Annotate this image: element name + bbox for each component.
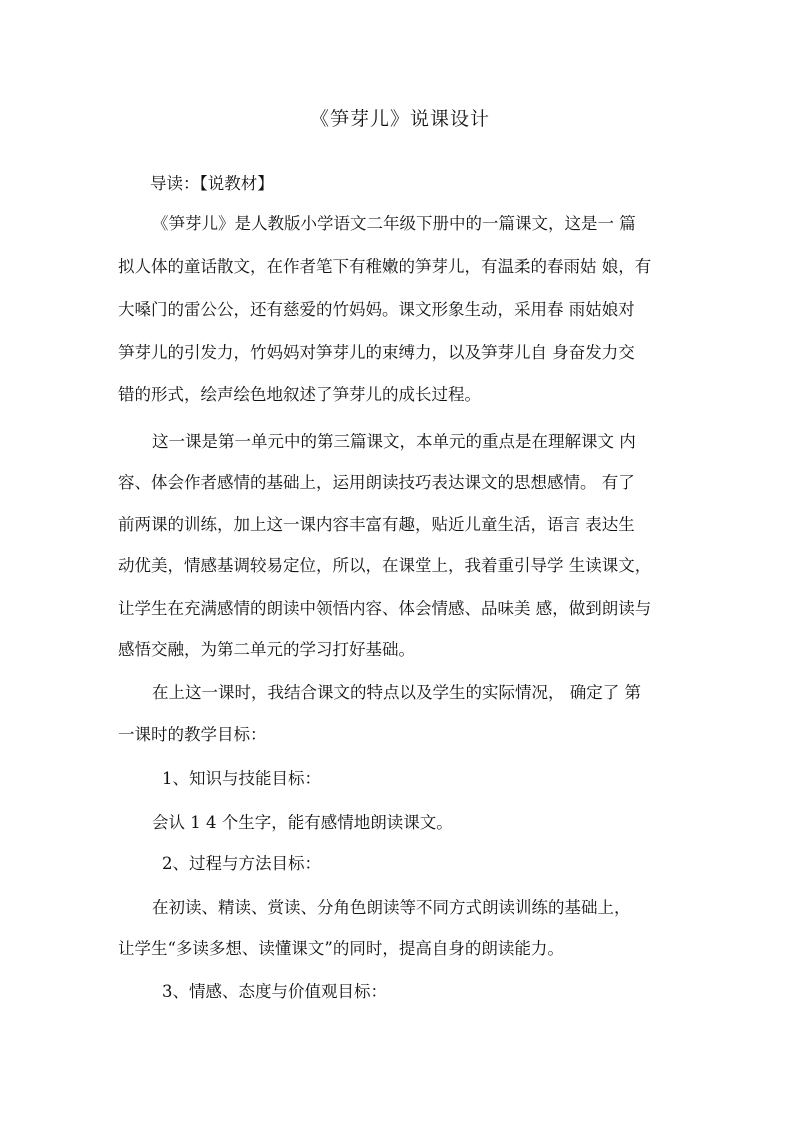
text-line: 《笋芽儿》是人教版小学语文二年级下册中的一篇课文，这是一 篇 bbox=[152, 214, 636, 233]
text-line: 这一课是第一单元中的第三篇课文，本单元的重点是在理解课文 内 bbox=[152, 432, 636, 451]
text-line: 一课时的教学目标： bbox=[118, 725, 267, 744]
text-line: 让学生“多读多想、读懂课文”的同时，提高自身的朗读能力。 bbox=[118, 939, 564, 958]
text-line: 动优美，情感基调较易定位，所以，在课堂上，我着重引导学 生读课文， bbox=[118, 556, 652, 575]
text-line: 拟人体的童话散文，在作者笔下有稚嫩的笋芽儿，有温柔的春雨姑 娘，有 bbox=[118, 257, 652, 276]
page-title: 《笋芽儿》说课设计 bbox=[309, 108, 490, 130]
intro-line: 导读：【说教材】 bbox=[150, 174, 274, 193]
text-line: 错的形式，绘声绘色地叙述了笋芽儿的成长过程。 bbox=[118, 385, 481, 404]
text-line: 容、体会作者感情的基础上，运用朗读技巧表达课文的思想感情。 有了 bbox=[118, 473, 635, 492]
text-line: 笋芽儿的引发力，竹妈妈对笋芽儿的束缚力，以及笋芽儿自 身奋发力交 bbox=[118, 343, 635, 362]
text-line: 感悟交融，为第二单元的学习打好基础。 bbox=[118, 640, 415, 659]
text-line: 会认 1 4 个生字，能有感情地朗读课文。 bbox=[152, 813, 453, 832]
text-line: 让学生在充满感情的朗读中领悟内容、体会情感、品味美 感，做到朗读与 bbox=[118, 599, 652, 618]
section-heading: 3、情感、态度与价值观目标： bbox=[162, 982, 387, 1001]
section-heading: 1、知识与技能目标： bbox=[162, 769, 321, 788]
text-line: 在上这一课时，我结合课文的特点以及学生的实际情况， 确定了 第 bbox=[152, 683, 641, 702]
section-heading: 2、过程与方法目标： bbox=[162, 854, 321, 873]
text-line: 在初读、精读、赏读、分角色朗读等不同方式朗读训练的基础上， bbox=[152, 898, 631, 917]
text-line: 大嗓门的雷公公，还有慈爱的竹妈妈。课文形象生动，采用春 雨姑娘对 bbox=[118, 300, 635, 319]
text-line: 前两课的训练，加上这一课内容丰富有趣，贴近儿童生活，语言 表达生 bbox=[118, 515, 635, 534]
